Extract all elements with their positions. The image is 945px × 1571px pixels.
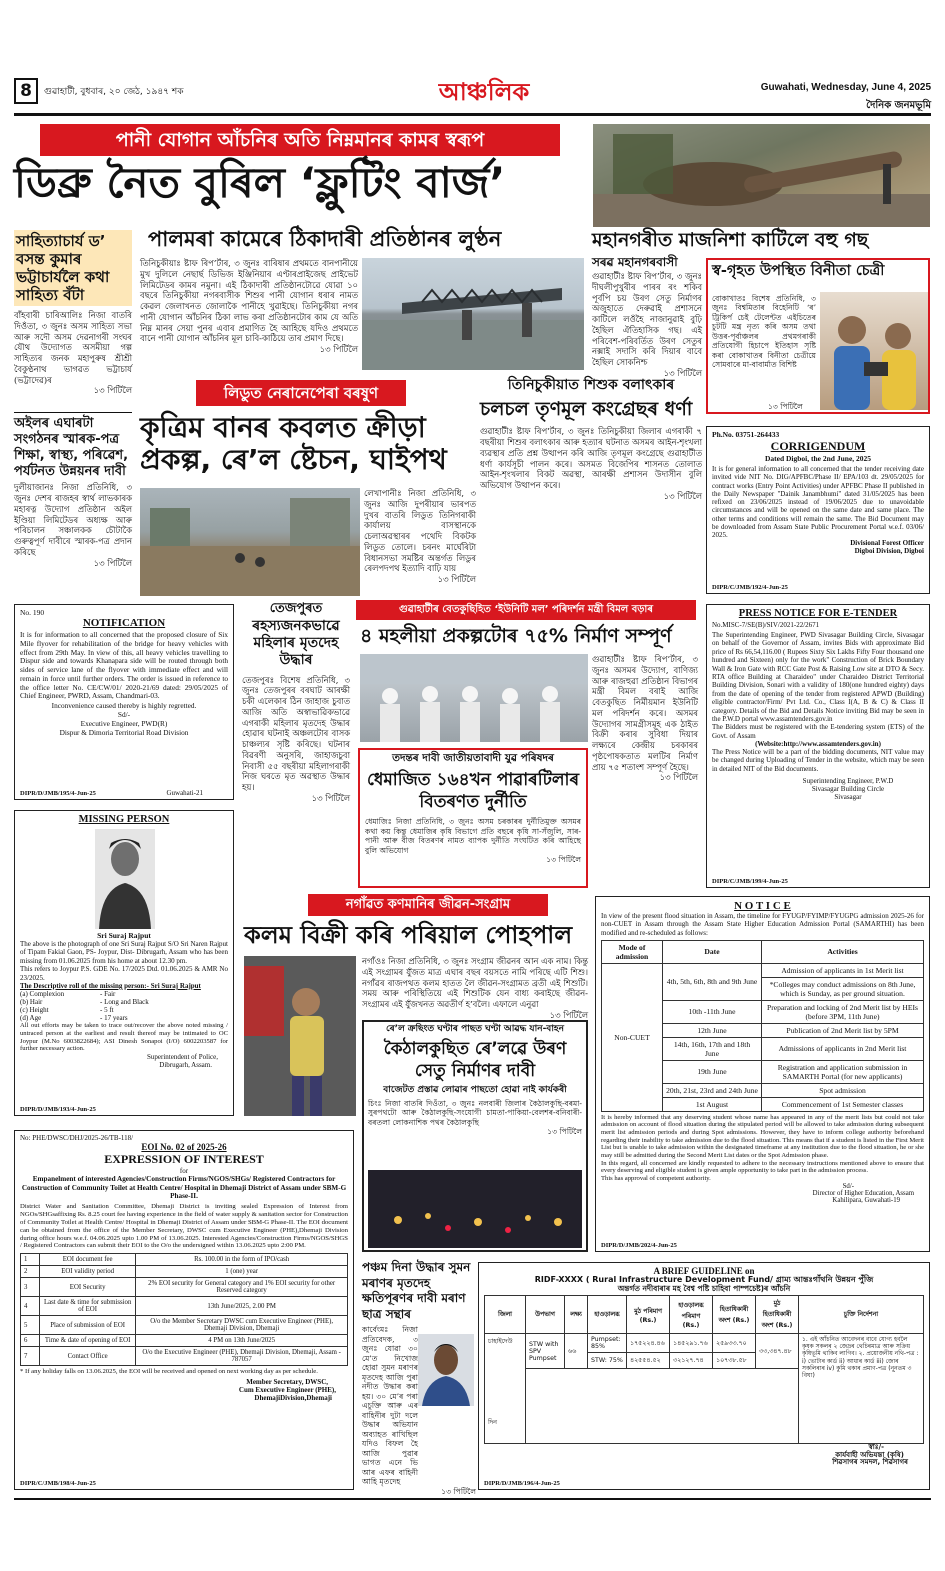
press-body3: The Press Notice will be a part of the bidding documents, NIT value may be changed during Uploading of Tender in the website, which may be seen in detailed NIT of the Bid documents. — [712, 748, 924, 773]
guideline-sign2: কাৰ্যবাহী অভিযন্তা (কৃষি) — [835, 1450, 904, 1459]
guide-cell: Pumpset: 85% — [588, 1334, 627, 1353]
notification-sign: Sd/- — [117, 710, 131, 719]
guideline-code: DIPR/D/JMB/196/4-Jun-25 — [484, 1480, 560, 1487]
missing-body3: All out efforts may be taken to trace out/recover the above noted missing / untraced person at the earliest and result thereof may be intimated to OC Joypur (M.No 6003822684); ASI Dinesh Sonapoi (I/O) 6002203587 for further necessary action. — [20, 1022, 228, 1053]
lead-cont: ১৩ পিটিলৈ — [319, 344, 358, 354]
eoi-row-key: Place of submission of EOI — [40, 1316, 136, 1335]
education-notice-box — [595, 896, 930, 1252]
eoi-row-key: Contact Office — [40, 1347, 136, 1366]
edu-code: DIPR/D/JMB/202/4-Jun-25 — [601, 1242, 677, 1249]
eoi-box — [14, 1130, 354, 1490]
roll-key: (a) Complexion — [20, 989, 65, 998]
tree-headline: মহানগৰীত মাজনিশা কাটিলে বহু গছ — [592, 229, 869, 251]
bridge-sub: বাজেটত প্ৰস্তাৱ লোৱাৰ পাছতো হোৱা নাই কাৰ্যকৰী — [383, 1085, 567, 1096]
missing-roll — [20, 990, 228, 1022]
corrigendum-title: CORRIGENDUM — [770, 439, 866, 453]
guideline-sub: RIDF-XXXX ( Rural Infrastructure Development Fund/ গ্ৰাম্য আন্তঃগাঁথনি উন্নয়ন পুঁজি — [534, 1275, 874, 1284]
lead-body-col — [140, 258, 358, 355]
edu-body: It is hereby informed that any deserving student whose name has appeared in any of the merit lists but could not take admission on account of flood situation during the stipulated period will be allowed to take admission during subsequent merit list admission periods and during Spot admissions. However, they have to inform college authority beforehand regarding their inability to take admission due to the flood situation. This means that if a student is listed in the First Merit List but is unable to take admission within the designated timeframe at any institution due to the flood situation, he or she may still be admitted during the Second Merit List dates or the Spot Admission phase. — [601, 1113, 924, 1159]
eoi-row-key: EOI Security — [40, 1278, 136, 1297]
roll-value: - 17 years — [100, 1014, 128, 1023]
eoi-row-num: 1 — [21, 1254, 40, 1266]
edu-activity: Preparation and locking of 2nd Merit list by HEIs (before 3PM, 11th June) — [762, 1000, 924, 1023]
pen-headline: কলম বিক্ৰী কৰি পৰিয়াল পোহপাল — [244, 921, 573, 949]
paper-name: দৈনিক জনমভূমি — [866, 100, 931, 111]
edu-schedule-table — [601, 940, 924, 1112]
guide-cell: STW with SPV Pumpset — [526, 1334, 565, 1369]
edu-col-date: Date — [663, 940, 762, 963]
masthead — [14, 76, 931, 116]
side-story-2 — [14, 416, 132, 568]
lead-body: তিনিচুকীয়াঃ ষ্টাফ ৰিপ’ৰ্টাৰ, ৩ জুনঃ বাৰিষাৰ প্ৰথমতে বানপানীয়ে মুখ দুলিলে নেছাৰ্ছ ডিভিজ ইঞ্জিনিয়াৰ এণ্টাৰপ্ৰাইজেছ প্ৰাইভেট লিমিটেডৰ কামৰ নমুনা। এই ঠিকাদাৰী প্ৰতিষ্ঠানটোৱে যোৱা ১০ বছৰে তিনিচুকীয়া নগৰবাসীক শিশুৰ পানী যোগান ধৰাৰ নামত কেৱল জেলাখনত জোলাকৈ পানীহে খুৱাইছে। তিনিচুকীয়া নগৰ পানী যোগান আঁচনিৰ ঠিকা লাভ কৰা প্ৰতিষ্ঠানটোৰ কাম যে অতি নিম্ন মানৰ সেয়া পুনৰ এবাৰ প্ৰমাণিত হৈ আহিছে যদিও প্ৰথমতে বানে পানী যোগান আঁচনিৰ মূল চাবি-কাঠিয়ে তাৰ প্ৰমাণ দিছে। — [140, 258, 358, 344]
eoi-row-value: O/o the Member Secretary DWSC cum Executive Engineer (PHE), Dhemaji Division, Dhemaji — [136, 1316, 348, 1335]
notification-sign3: Dispur & Dimoria Territorial Road Division — [59, 728, 189, 737]
guide-col: চুক্তি নিৰ্দেশনা — [799, 1296, 924, 1334]
press-ref: No.MISC-7/SE(B)/SIV/2021-22/2671 — [712, 621, 820, 629]
gift-headline: স্ব-গৃহত উপস্থিত বিনীতা চেত্ৰী — [712, 263, 885, 279]
tezpur-story — [242, 602, 350, 804]
rain-headline: কৃত্ৰিম বানৰ কবলত ক্ৰীড়া প্ৰকল্প, ৰে’ল ষ্টেচন, ঘাইপথ — [140, 411, 447, 477]
notification-place: Guwahati-21 — [166, 789, 203, 797]
section-title: আঞ্চলিক — [438, 78, 530, 106]
youth-kicker: তদন্তৰ দাবী জাতীয়তাবাদী যুৱ পৰিষদৰ — [392, 752, 554, 764]
notification-body: It is for information to all concerned that the proposed closure of Six Mile flyover for rehabilitation of the bridge for heavy vehicles with effect from 29th May. In view of this, all heavy vehicles travelling to Dispur side and towards Khanapara side will be routed through both sides of service lane of the flyover with immediate effect and will remain in force until further orders. The order is issued in reference to the office letter No. CE/CW/01/ 2020-21/69 dated: 29/05/2025 of Chief Engineer, PWRD, Assam, Chandmari-03. — [20, 630, 228, 701]
missing-sign2: Dibrugarh, Assam. — [159, 1061, 212, 1070]
guideline-table — [484, 1295, 924, 1444]
press-sign: Superintending Engineer, P.W.D — [802, 777, 894, 786]
edu-activity: Admission of applicants in 1st Merit list — [762, 963, 924, 977]
mall-cont: ১৩ পিটিলৈ — [659, 772, 698, 783]
edu-activity: *Colleges may conduct admissions on 8th June, which is Sunday, as per ground situation. — [762, 977, 924, 1000]
guide-col: হাওড়ালব্ধ পৰিমাণ (Rs.) — [670, 1296, 713, 1334]
rain-body: লেখাপানীঃ নিজা প্ৰতিনিধি, ৩ জুনঃ আজি দুপৰীয়াৰ ভাৰপত দুখৰ বাতৰি লিডুত তিনিগৰাকী কাৰ্যালয় বাসস্থানকে চেলাঅৱস্থাৰৰ পথেদি বিকটক লিডুত তোলে। চৰনং মাৰ্ঘেৰিটা বিধানসভা সমষ্টিৰ অন্তৰ্গত লিডুৰ ৰেলপদপথ ইত্যাদি বাঢ়ি যায় — [364, 488, 476, 574]
guide-col: উপভাগ — [526, 1296, 565, 1334]
missing-roll-row — [20, 998, 228, 1006]
roll-value: - Long and Black — [100, 998, 149, 1006]
eoi-row-num: 5 — [21, 1316, 40, 1335]
footer-rule — [14, 1498, 931, 1500]
mall-story — [592, 654, 698, 783]
guide-cell: STW: 75% — [588, 1353, 627, 1369]
edu-date: 20th, 21st, 23rd and 24th June — [663, 1083, 762, 1097]
student-body: কাৰ্বেংমঃ নিজা প্ৰতিবেদক, ৩ জুনঃ যোৱা ৩০ মে’ত নিখোজ হোৱা সুমন মৰাণৰ মৃতদেহ আজি পুৰা নদীত উদ্ধাৰ কৰা হয়। ৩০ মে’ৰ পৰা এচুক্তি আৰু এৰ বাহিনীৰ দুটা দলে উদ্ধাৰ অভিযান অব্যাহত ৰাখিছিল যদিও বিফল হৈ আজি পুৱাৰ ভাগত এনে ভি আৰ এফৰ বাহিনী আহি মৃতদেহ — [362, 1325, 418, 1487]
student-cont: ১৩ পিটিলৈ — [441, 1486, 476, 1496]
guide-empty — [526, 1369, 799, 1444]
tree-body: গুৱাহাটীঃ ষ্টাফ ৰিপ’ৰ্টাৰ, ৩ জুনঃ দীঘলীপুখুৰীৰ পাৰৰ ৰং শকিব পূৰ্বপি চয় উৰণ সেতু নিৰ্মাণৰ অজুহাতে দেৰুৱাই প্ৰশাসনে কাটিলে লওঁহৈ নাজানুৱাই বুঢ়ি হৈছিল ঐতিহাসিক গছ। এই পৰিবেশ-পৰিবৰ্তিত উৰণ সেতুৰ নক্সাই সদাসি কৰি দিয়াৰ বাবে হৈছিল সোকনিশ্চ — [592, 271, 702, 368]
eoi-subtitle: Empanelment of interested Agencies/Construction Firms/NGOS/SHGs/ Registered Contractors for Construction of Community Toilet at Health Centre/ Hospital in Dhemaji District of Assam under SBM-G Phase-II. — [21, 1175, 347, 1201]
side-story-cont: ১৩ পিটিলৈ — [93, 385, 132, 396]
edu-date: 1st August — [663, 1097, 762, 1111]
youth-story-box — [358, 748, 588, 888]
guideline-title: A BRIEF GUIDELINE on — [653, 1266, 755, 1276]
corrigendum-box — [706, 426, 930, 594]
lead-headline: ডিব্ৰু নৈত বুৰিল ‘ফ্লুটিং বাৰ্জ’ — [14, 158, 506, 207]
roll-value: - 5 ft — [100, 1006, 114, 1015]
missing-code: DIPR/D/JMB/193/4-Jun-25 — [20, 1106, 96, 1113]
guide-col: হিতাধিকাৰী অংশ (Rs.) — [713, 1296, 756, 1334]
edu-title: N O T I C E — [734, 900, 791, 912]
tmc-story — [480, 378, 702, 502]
pen-bar: নগাঁৱত কণমানিৰ জীৱন-সংগ্ৰাম — [308, 894, 548, 916]
eoi-row-num: 3 — [21, 1278, 40, 1297]
bridge-story-box — [362, 1020, 588, 1252]
side-story — [14, 230, 132, 396]
guideline-box — [478, 1262, 930, 1490]
press-title: PRESS NOTICE FOR E-TENDER — [738, 608, 898, 619]
rain-story — [364, 488, 476, 585]
eoi-number: EOI No. 02 of 2025-26 — [141, 1142, 227, 1152]
side-story-2-cont: ১৩ পিটিলৈ — [93, 557, 132, 568]
bridge-photo — [368, 1170, 582, 1248]
barge-photo — [362, 258, 584, 370]
edu-col-mode: Mode of admission — [602, 940, 663, 963]
press-body: The Superintending Engineer, PWD Sivasagar Building Circle, Sivasagar on behalf of the Governor of Assam, invites Bids with approximate Bid price of Rs 66,54,116.00 ( Rupees Sixty Six Lakhs Fifty Four thousand one hundred and Sixteen) only for the work" Construction of Brick Boundary Wall & Iron Gate with RCC Gate Post & Raising Low site at DTO & Secy. RTA office Building at Charaideo" under Charaideo District Territorial Building Division, Sonari with a validity of 180(one hundred eighty) days from the date of opening of the tender from registered APWD (Building) eligible contractor/Firm/ Pvt Ltd. Co., Class I(A, B & C) & Class II category. Details of the Bid and Details Notice inviting Bid may be seen in the P.W.D portal www.assamtenders.gov.in — [712, 631, 924, 723]
gift-story-box — [706, 258, 930, 414]
guide-col: মুঠ পৰিমাণ (Rs.) — [627, 1296, 670, 1334]
eoi-row-num: 7 — [21, 1347, 40, 1366]
notification-ref: No. 190 — [20, 608, 45, 617]
eoi-sign2: Cum Executive Engineer (PHE), — [238, 1386, 336, 1395]
eoi-code: DIPR/C/JMB/198/4-Jun-25 — [20, 1480, 96, 1487]
eoi-sign3: DhemajiDivision,Dhemaji — [254, 1394, 332, 1403]
press-notice-box — [706, 604, 930, 888]
missing-title: MISSING PERSON — [78, 814, 170, 825]
minister-bar: গুৱাহাটীৰ বেতকুছিহিত ‘ইউনিটি মল’ পৰিদৰ্শন মন্ত্ৰী বিমল বড়াৰ — [356, 600, 696, 620]
gift-body: বোকাখাতঃ বিশেষ প্ৰতিনিধি, ৩ জুনঃ বিশ্বমিতাৰ বিহেনিটি ‘ৰ’ ট্ৰিকিৰ্প চেই টেলেন্টত এইচিতেৰ চুটটি মন্ত্ৰ নৃত্য কৰি অসম তথা উত্তৰ-পূৰ্বাঞ্চলৰ প্ৰথমগৰাকী প্ৰতিযোগী হিচাপে ইতিহাস সৃষ্টি কৰা বোকাখাতৰ বিনীতা চেত্ৰীয়ে সোমবাৰে মা-বাবাৰ্মাত বিশিষ্ট — [712, 294, 816, 370]
guide-cell: ১৪৫২৯১.৭৬ — [670, 1334, 713, 1353]
tree-cont: ১৩ পিটিলৈ — [663, 367, 702, 378]
corrigendum-ref: Ph.No. 03751-264433 — [712, 430, 780, 439]
pen-story — [362, 956, 588, 1021]
pen-cont: ১৩ পিটিলৈ — [549, 1009, 588, 1020]
bridge-body: চিংঃ নিজা বাতৰি দিওঁতা, ৩ জুনঃ নলবাৰী জিলাৰ কৈঠালকুছি-বৰমা-সুৰপথটো আৰু কৈঠালকুছি-সংযোগী চামতা-পাকিয়া-বেলশৰ-বনিবাৰী-বৰতলা লোকনাশিক পথৰ কৈঠালকুছি — [368, 1098, 582, 1127]
masthead-rule — [14, 113, 931, 116]
missing-person-box — [14, 810, 234, 1116]
guide-cell: ১০৭৩৮.৫৮ — [713, 1353, 756, 1369]
edu-activity: Commencement of 1st Semester classes — [762, 1097, 924, 1111]
tmc-headline: চলচল তৃণমূল কংগ্ৰেছৰ ধৰ্ণা — [480, 398, 693, 421]
guide-col: মুঠ হিতাধিকাৰী অংশ (Rs.) — [756, 1296, 799, 1334]
eoi-row-key: Time & date of opening of EOI — [40, 1335, 136, 1347]
guide-col: লক্ষ্য — [565, 1296, 588, 1334]
student-headline: পঞ্চম দিনা উদ্ধাৰ সুমন মৰাণৰ মৃতদেহ ক্ষতিপূৰণৰ দাবী মৰাণ ছাত্ৰ সন্থাৰ — [362, 1260, 471, 1321]
guide-cell: ২৫৯৩৩.৭০ — [713, 1334, 756, 1353]
corrigendum-sign2: Digboi Division, Digboi — [854, 547, 924, 556]
eoi-note: * If any holiday falls on 13.06.2025, the EOI will be received and opened on next working day as per schedule. — [20, 1368, 318, 1376]
guideline-sub2: অন্তৰ্গত নদীবাৰাৰ মহ বৈশ্ব পষ্টি চাহিবা পাম্পচেষ্ট)ৰ আঁচনি — [617, 1283, 791, 1293]
edu-intro: In view of the present flood situation in Assam, the timeline for FYUGP/FYIMP/FYUGPG admission 2025-26 for non-CUET in Assam through the Assam State Higher Education Admission Portal (SAMARTHI) has been modified and re-scheduled as follows: — [601, 912, 924, 937]
edu-date: 19th June — [663, 1060, 762, 1083]
guide-instructions: ১. এই আঁচনিত আবেদনৰ বাবে যোগ্য হবলৈ কৃষক সকলৰ ২ জেদ্ৰৰ থেচিৰমাত্ৰ আৰু সক্ৰিয় কৃষিভূমি থাকিব লাগিব। ২. প্ৰয়োজনীয় নথি-পত্ৰ : i) ভোটাৰ কাৰ্ড ii) আধাৰ কাৰ্ড iii) জোৰ সকলিৰাৰ iv) কুমি থকাৰ প্ৰমাণ-পত্ৰ (নূ্নতম ৩ বিঘা) — [799, 1334, 924, 1444]
corrigendum-dated: Dated Digboi, the 2nd June, 2025 — [764, 454, 872, 463]
guide-cell: ৪২৫৫৪.৫২ — [627, 1353, 670, 1369]
edu-date: 14th, 16th, 17th and 18th June — [663, 1037, 762, 1060]
tezpur-cont: ১৩ পিটিলৈ — [311, 792, 350, 803]
guide-district-cell — [485, 1334, 526, 1444]
lead-kicker: পানী যোগান আঁচনিৰ অতি নিম্নমানৰ কামৰ স্বৰূপ — [40, 124, 560, 156]
eoi-row-num: 6 — [21, 1335, 40, 1347]
guide-blank-label: দিন — [488, 1419, 497, 1427]
guide-col: জিলা — [485, 1296, 526, 1334]
eoi-title: EXPRESSION OF INTEREST — [104, 1152, 264, 1166]
missing-roll-row — [20, 1014, 228, 1022]
missing-body2: This refers to Joypur P.S. GDE No. 17/2025 Dtd. 01.06.2025 & AMR No 23/2025. — [20, 965, 228, 982]
notification-title: NOTIFICATION — [82, 617, 166, 629]
eoi-row-value: 4 PM on 13th June/2025 — [136, 1335, 348, 1347]
bridge-cont: ১৩ পিটিলৈ — [547, 1127, 582, 1137]
missing-name: Sri Suraj Rajput — [97, 931, 151, 940]
tezpur-body: তেজপুৰঃ বিশেষ প্ৰতিনিধি, ৩ জুনঃ তেজপুৰৰ বৰঘাট আৰক্ষী চকী এলেকাৰ ঠিন জাহাজ চুবাত আজি অতি অস্বাভাৱিকভাৱে এগৰাকী মহিলাৰ মৃতদেহ উদ্ধাৰ হোৱাৰ ঘটনাই অঞ্চলটোৰ বাসক চাঞ্চল্যৰ সৃষ্টি কৰিছে। ঘটনাৰ বিৱৰণী অনুসৰি, জাহাজচুবা নিবাসী ৫৫ বছৰীয়া মহিলাগৰাকী নিজ ঘৰতে মৃত অৱস্থাত উদ্ধাৰ হয়। — [242, 674, 350, 793]
guide-district: চাহাইদেউ — [488, 1338, 513, 1346]
side-divider — [14, 412, 132, 413]
side-story-body: বাঁহবাৰী চাৰিআলিঃ নিজা বাতৰি দিওঁতা, ৩ জুনঃ অসম সাহিত্য সভা আৰু সদৌ অসম দেৱনাগৰী সংঘৰ যৌথ উদ্যোগত অসমীয়া গল্প সাহিত্যৰ জনক মহাপুৰুষ শ্ৰীশ্ৰী বৈকুণ্ঠনাথ ভাগৱত ভট্টাচাৰ্য (ভট্টাদেৱ)ৰ — [14, 310, 132, 385]
roll-key: (b) Hair — [20, 998, 43, 1006]
edu-activity: Spot admission — [762, 1083, 924, 1097]
fallen-tree-photo — [593, 124, 930, 227]
press-sign2: Sivasagar Building Circle — [811, 785, 885, 794]
edu-activity: Registration and application submission in SAMARTH Portal (for new applicants) — [762, 1060, 924, 1083]
press-code: DIPR/C/JMB/199/4-Jun-25 — [712, 878, 788, 885]
tree-sub: সৰৱ মহানগৰবাসী — [592, 255, 678, 269]
missing-roll-row — [20, 1006, 228, 1014]
page-number: 8 — [14, 78, 38, 104]
eoi-row-key: EOI validity period — [40, 1266, 136, 1278]
bridge-kicker: ৰে’ল ক্ৰছিংত ঘণ্টাৰ পাছত ঘণ্টা আৱদ্ধ যান-বাহন — [385, 1024, 565, 1034]
corrigendum-sign: Divisional Forest Officer — [850, 539, 924, 548]
flood-photo — [140, 488, 360, 596]
guide-cell: ১৭৫২২৪.৪৬ — [627, 1334, 670, 1353]
eoi-for: for — [179, 1167, 189, 1175]
notification-sign2: Executive Engineer, PWD(R) — [80, 719, 168, 728]
missing-photo — [95, 829, 155, 929]
date-assamese: গুৱাহাটী, বুধবাৰ, ২০ জেঠ, ১৯৪৭ শক — [44, 87, 184, 97]
side-story-2-body: দুলীয়াজানঃ নিজা প্ৰতিনিধি, ৩ জুনঃ দেশৰ ৰাজহৰ স্বাৰ্থ লাভকাৰক মহাৰত্ন উদ্যোগ প্ৰতিষ্ঠান অইল ইণ্ডিয়া লিমিটেডৰ অধ্যক্ষ আৰু পৰিচালন সঞ্চালকক চৌটাকৈ গুৰুত্বপূৰ্ণ দাবীৰে স্মাৰক-পত্ৰ প্ৰদান কৰিছে — [14, 482, 132, 557]
press-sign3: Sivasagar — [834, 793, 862, 802]
notification-code: DIPR/D/JMB/195/4-Jun-25 — [20, 790, 96, 797]
missing-roll-row — [20, 990, 228, 998]
eoi-row-num: 4 — [21, 1297, 40, 1316]
mall-headline: ৪ মহলীয়া প্ৰকল্পটোৰ ৭৫% নিৰ্মাণ সম্পূৰ্ণ — [360, 625, 672, 647]
eoi-row-key: Last date & time for submission of EOI — [40, 1297, 136, 1316]
guide-cell: ৩৩,৩৪৭.৪৮ — [756, 1334, 799, 1369]
eoi-row-value: 13th June/2025, 2.00 PM — [136, 1297, 348, 1316]
missing-body: The above is the photograph of one Sri Suraj Rajput S/O Sri Naren Rajput of Tipam Fakial Gaon, PS- Joypur, Dist- Dibrugarh, Assam who has been missing from 01.06.2025 from his home at about 12.30 pm. — [20, 940, 228, 965]
guideline-sign: স্বাঃ/- — [868, 1443, 884, 1452]
missing-sign: Superintendent of Police, — [147, 1053, 218, 1062]
side-story-2-headline: অইলৰ এঘাৰটা সংগঠনৰ স্মাৰক-পত্ৰ শিক্ষা, স্বাস্থ্য, পৰিৱেশ, পৰ্যটনত উন্নয়নৰ দাবী — [14, 416, 129, 479]
edu-activity: Publication of 2nd Merit list by 5PM — [762, 1023, 924, 1037]
rain-cont: ১৩ পিটিলৈ — [437, 574, 476, 584]
notification-box — [14, 604, 234, 800]
eoi-body: District Water and Sanitation Committee, Dhemaji District is inviting sealed Expression of Interest from NGOs/SHGsaffixing Rs. 8.25 court fee having experience in the field of water supply & sanitation sector for Construction of Community Toilet at Health Centre/ Hospital in Dhemaji District of Assam under SBM-G Phase-II. The EOI document can be obtained from the office of the Member Secretary, DWSC cum Executive Engineer (PHE),Dhemaji Division during office hours w.e.f. 04.06.2025 upto 1.00 PM of 13.06.2025. Interested Agencies/Construction Firms/NGOS/SHGS / Registered Contractors can submit their EOI to the O/o the undersigned within 13.06.2025 upto 2:00 PM. — [20, 1202, 348, 1250]
eoi-row-key: EOI document fee — [40, 1254, 136, 1266]
corrigendum-code: DIPR/C/JMB/192/4-Jun-25 — [712, 584, 788, 591]
eoi-ref: No: PHE/DWSC/DHJ/2025-26/TB-118/ — [20, 1134, 134, 1142]
notification-apology: Inconvenience caused thereby is highly regretted. — [51, 701, 197, 710]
edu-date: 4th, 5th, 6th, 8th and 9th June — [663, 963, 762, 1000]
youth-body: ধেমাজিঃ নিজা প্ৰতিনিধি, ৩ জুনঃ অসম চৰকাৰৰ দুৰ্নীতিমুক্ত অসমৰ কথা কয় কিন্তু ধেমাজিৰ কৃষি বিভাগে প্ৰতি বছৰে কৃষি সা-সঁজুলি, সাৰ-পানী আৰু বীজ বিতৰণৰ নামত ব্যাপক দুৰ্নীতি সংঘটিত কৰি আহিছে বুলি অভিযোগ — [365, 817, 581, 855]
roll-key: (c) Height — [20, 1006, 49, 1015]
press-body2: The Bidders must be registered with the E-tendering system (ETS) of the Govt. of Assam — [712, 723, 924, 740]
edu-body2: In this regard, all concerned are kindly requested to adhere to the necessary instructions mentioned above to ensure that every deserving and eligible student is given ample opportunity to take part in the admission process. — [601, 1159, 924, 1175]
eoi-row-value: Rs. 100.00 in the form of IPO/cash — [136, 1254, 348, 1266]
side-story-headline: সাহিত্যাচাৰ্য ড’ বসন্ত কুমাৰ ভট্টাচাৰ্যলৈ কথা সাহিত্য বঁটা — [14, 230, 132, 306]
eoi-row-value: 2% EOI security for General category and 1% EOI security for other Reserved category — [136, 1278, 348, 1297]
tezpur-headline: ৰহস্যজনকভাৱে মহিলাৰ মৃতদেহ উদ্ধাৰ — [252, 618, 340, 668]
roll-key: (d) Age — [20, 1014, 42, 1023]
tezpur-kicker: তেজপুৰত — [269, 601, 323, 616]
eoi-row-num: 2 — [21, 1266, 40, 1278]
edu-body3: This has approval of competent authority. — [601, 1174, 711, 1182]
corrigendum-body: It is for general information to all concerned that the tender receiving date invited vide NIT No. DIG/APFBC/Phase II/ EPA/103 dt. 29/05/2025 for contract works (Entry Point Activities) under APFBC Phase II published in the Daily Newspaper "Dainik Janambhumi" dated 31/05/2025 has been refixed on 23/06/2025 instead of 19/06/2025 due to unavoidable circumstances and will be opened on the same date and same place. The other terms and conditions will remain the same. The Bid Document may be downloaded from Assam State Public Procurement Portal w.e.f. 03/06/ 2025. — [712, 465, 924, 539]
rain-bar: লিডুত নেৰানেপেৰা বৰষুণ — [196, 380, 406, 406]
tmc-kicker: তিনিচুকীয়াত শিশুক বলাৎকাৰ — [507, 377, 675, 393]
pen-photo — [244, 956, 356, 1116]
tree-story — [592, 256, 702, 379]
mall-body: গুৱাহাটীঃ ষ্টাফ ৰিপ’ৰ্টাৰ, ৩ জুনঃ অসমৰ উদ্যোগ, বাণিজ্য আৰু ৰাজহুৱা প্ৰতিষ্ঠান বিভাগৰ মন্ত্ৰী বিমল বৰাই আজি বেতকুছিত নিৰ্মীয়মান ইউনিটি মল পৰিদৰ্শন কৰে। অসমৰ উদ্যোগৰ সামগ্ৰীসমূহ এক ঠাইত বিক্ৰী কৰাৰ সুবিধা দিয়াৰ লক্ষ্যৰে কেন্দ্ৰীয় চৰকাৰৰ পৃষ্ঠপোষকতাত মলটিৰ নিৰ্মাণ প্ৰায় ৭৫ শতাংশ সম্পূৰ্ণ হৈছে। — [592, 654, 698, 772]
guide-cell: ৩২১২৭.৭৪ — [670, 1353, 713, 1369]
press-website: (Website:http://www.assamtenders.gov.in) — [755, 740, 881, 749]
lead-subhead: পালমৰা কামেৰে ঠিকাদাৰী প্ৰতিষ্ঠানৰ লুণ্ঠন — [148, 227, 502, 251]
edu-sign3: Kahilipara, Guwahati-19 — [832, 1196, 900, 1204]
edu-mode: Non-CUET — [602, 963, 663, 1111]
eoi-row-value: O/o the Executive Engineer (PHE), Dhemaji Division, Dhemaji, Assam - 787057 — [136, 1347, 348, 1366]
tmc-body: গুৱাহাটীঃ ষ্টাফ ৰিপ’ৰ্টাৰ, ৩ জুনঃ তিনিচুকীয়া জিলাৰ এগৰাকী ৭ বছৰীয়া শিশুৰ বলাৎকাৰ আৰু হত্যাৰ ঘটনাত অসমৰ আইন-শৃংখলা ব্যৱস্থাৰ প্ৰতি প্ৰশ্ন উত্থাপন কৰি আজি তৃণমূল কংগ্ৰেছে গুৱাহাটীত ধৰ্ণা কাৰ্যসূচী পালন কৰে। অসমত বিজেপিৰ শাসনত তোলাত আইন-শৃংখলাৰ বিকট অৱস্থা, আৰক্ষী প্ৰশাসন উদাসীন বুলি অভিযোগ উত্থাপন কৰে। — [480, 426, 702, 491]
guide-cell: ৬৬ — [565, 1334, 588, 1369]
youth-headline: ধেমাজিত ১৬৪খন পাৱাৰটিলাৰ বিতৰণত দুৰ্নীতি — [366, 769, 580, 813]
date-english: Guwahati, Wednesday, June 4, 2025 — [760, 82, 931, 93]
gift-cont: ১৩ পিটিলৈ — [768, 402, 803, 411]
tmc-cont: ১৩ পিটিলৈ — [663, 490, 702, 501]
mall-photo — [360, 654, 588, 742]
pen-body: নগাঁওঃ নিজা প্ৰতিনিধি, ৩ জুনঃ সংগ্ৰাম জীৱনৰ আন এক নাম। কিন্তু এই সংগ্ৰামৰ যুঁজত মাত্ৰ এঘাৰ বছৰ বয়সতে নামি পৰিছে এটি শিশু। নগাঁৱৰ ৰাজপথত কলম হাতত লৈ জীৱন-সংগ্ৰামত ব্ৰতী এই শিশুটি। সময় আৰু পৰিস্থিতিয়ে এই শিশুটিক যেন বাধ্য কৰাইছে জীৱন-সংগ্ৰামৰ এই যুঁজখনত অৱতীৰ্ণ হ’বলৈ। এফালে এনুৱা — [362, 956, 588, 1009]
edu-sign: Sd/- — [842, 1182, 854, 1190]
edu-date: 10th -11th June — [663, 1000, 762, 1023]
guide-col: হাওড়ালব্ধ — [588, 1296, 627, 1334]
youth-cont: ১৩ পিটিলৈ — [546, 855, 581, 865]
missing-roll-title: The Descriptive roll of the missing person:- Sri Suraj Rajput — [20, 981, 201, 990]
edu-col-activities: Activities — [762, 940, 924, 963]
eoi-sign: Member Secretary, DWSC, — [246, 1378, 328, 1387]
eoi-row-value: 1 (one) year — [136, 1266, 348, 1278]
edu-activity: Admissions of applicants in 2nd Merit list — [762, 1037, 924, 1060]
gift-photo — [820, 292, 928, 410]
eoi-table — [20, 1253, 348, 1366]
student-photo — [418, 1334, 474, 1406]
edu-date: 12th June — [663, 1023, 762, 1037]
roll-value: - Fair — [100, 989, 116, 998]
bridge-headline: কৈঠালকুছিত ৰে’লৱে উৰণ সেতু নিৰ্মাণৰ দাবী — [383, 1038, 567, 1081]
guideline-sign3: শিৱসাগৰ সমদল, শিৱসাগৰ — [832, 1458, 908, 1467]
edu-sign2: Director of Higher Education, Assam — [812, 1189, 914, 1197]
